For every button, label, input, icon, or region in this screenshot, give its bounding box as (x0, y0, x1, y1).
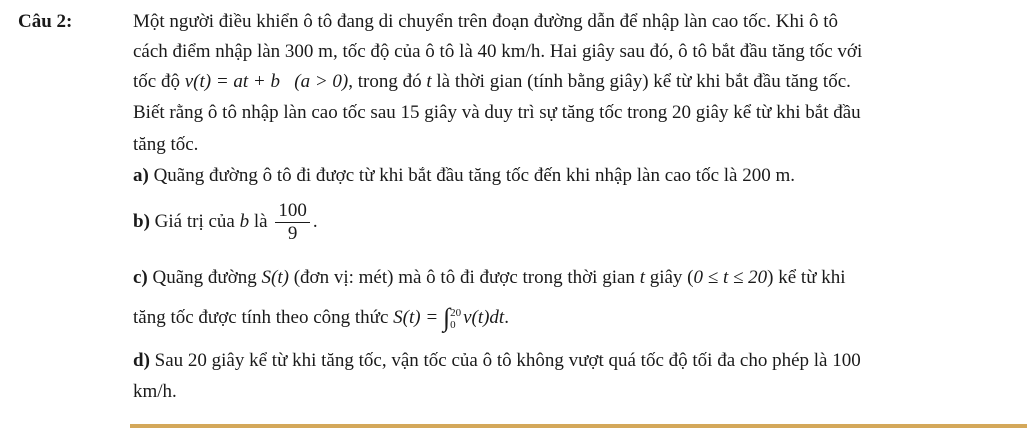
integrand: v(t)dt (463, 307, 505, 328)
statement-c-end: . (504, 307, 509, 328)
question-text-line-2: cách điểm nhập làn 300 m, tốc độ của ô tô là 40 km/h. Hai giây sau đó, ô tô bắt đầu tăng tốc với (133, 41, 863, 62)
statement-b-mid: là (253, 210, 268, 232)
statement-c-text2: (đơn vị: mét) mà ô tô đi được trong thời gian (293, 267, 635, 288)
statement-c-text4: ) kể từ khi (767, 267, 846, 288)
fraction-numerator: 100 (275, 200, 310, 223)
line3-prefix: tốc độ (133, 71, 180, 92)
statement-a-letter: a) (133, 165, 149, 186)
statement-b-end: . (312, 210, 318, 232)
statement-d-text: Sau 20 giây kể từ khi tăng tốc, vận tốc của ô tô không vượt quá tốc độ tối đa cho phép là 100 (154, 350, 861, 371)
statement-c-var-t: t (639, 267, 645, 288)
statement-b-text: Giá trị của (154, 210, 235, 232)
statement-c-range: 0 ≤ t ≤ 20 (693, 267, 768, 288)
statement-c-line-2 (133, 303, 509, 332)
statement-b-letter: b) (133, 210, 150, 232)
statement-d-line-2: km/h. (133, 381, 177, 402)
velocity-formula: v(t) = at + b (184, 71, 281, 92)
question-text-line-5: tăng tốc. (133, 134, 199, 155)
velocity-condition: (a > 0) (294, 71, 349, 92)
question-text-line-3 (133, 70, 851, 94)
integral-lhs: S(t) = (393, 307, 439, 328)
statement-c-line2-text: tăng tốc được tính theo công thức (133, 307, 389, 328)
integral-upper-limit: 20 (450, 306, 462, 319)
statement-c-text1: Quãng đường (152, 267, 257, 288)
line3-var-t: t (426, 71, 432, 92)
statement-a-text: Quãng đường ô tô đi được từ khi bắt đầu tăng tốc đến khi nhập làn cao tốc là 200 m. (153, 165, 796, 186)
integral-lower-limit: 0 (450, 318, 456, 331)
statement-b (133, 200, 318, 245)
statement-d-letter: d) (133, 350, 150, 371)
line3-where: , trong đó (348, 71, 422, 92)
fraction-100-over-9 (275, 200, 310, 245)
question-text-line-4: Biết rằng ô tô nhập làn cao tốc sau 15 giây và duy trì sự tăng tốc trong 20 giây kể từ khi bắt đầu (133, 102, 861, 123)
statement-a (133, 164, 795, 188)
statement-d-line-1 (133, 349, 861, 373)
question-label: Câu 2: (18, 11, 73, 32)
line3-suffix: là thời gian (tính bằng giây) kể từ khi bắt đầu tăng tốc. (436, 71, 851, 92)
question-text-line-1: Một người điều khiển ô tô đang di chuyển trên đoạn đường dẫn để nhập làn cao tốc. Khi ô tô (133, 11, 839, 32)
statement-c-func: S(t) (261, 267, 289, 288)
fraction-denominator: 9 (287, 223, 298, 244)
integral-limits (450, 307, 461, 331)
statement-c-text3: giây ( (649, 267, 694, 288)
bottom-divider (130, 424, 1027, 428)
statement-c-line-1 (133, 266, 846, 290)
statement-c-letter: c) (133, 267, 148, 288)
integral-sign: ∫ (442, 303, 451, 332)
statement-b-var: b (239, 210, 250, 232)
